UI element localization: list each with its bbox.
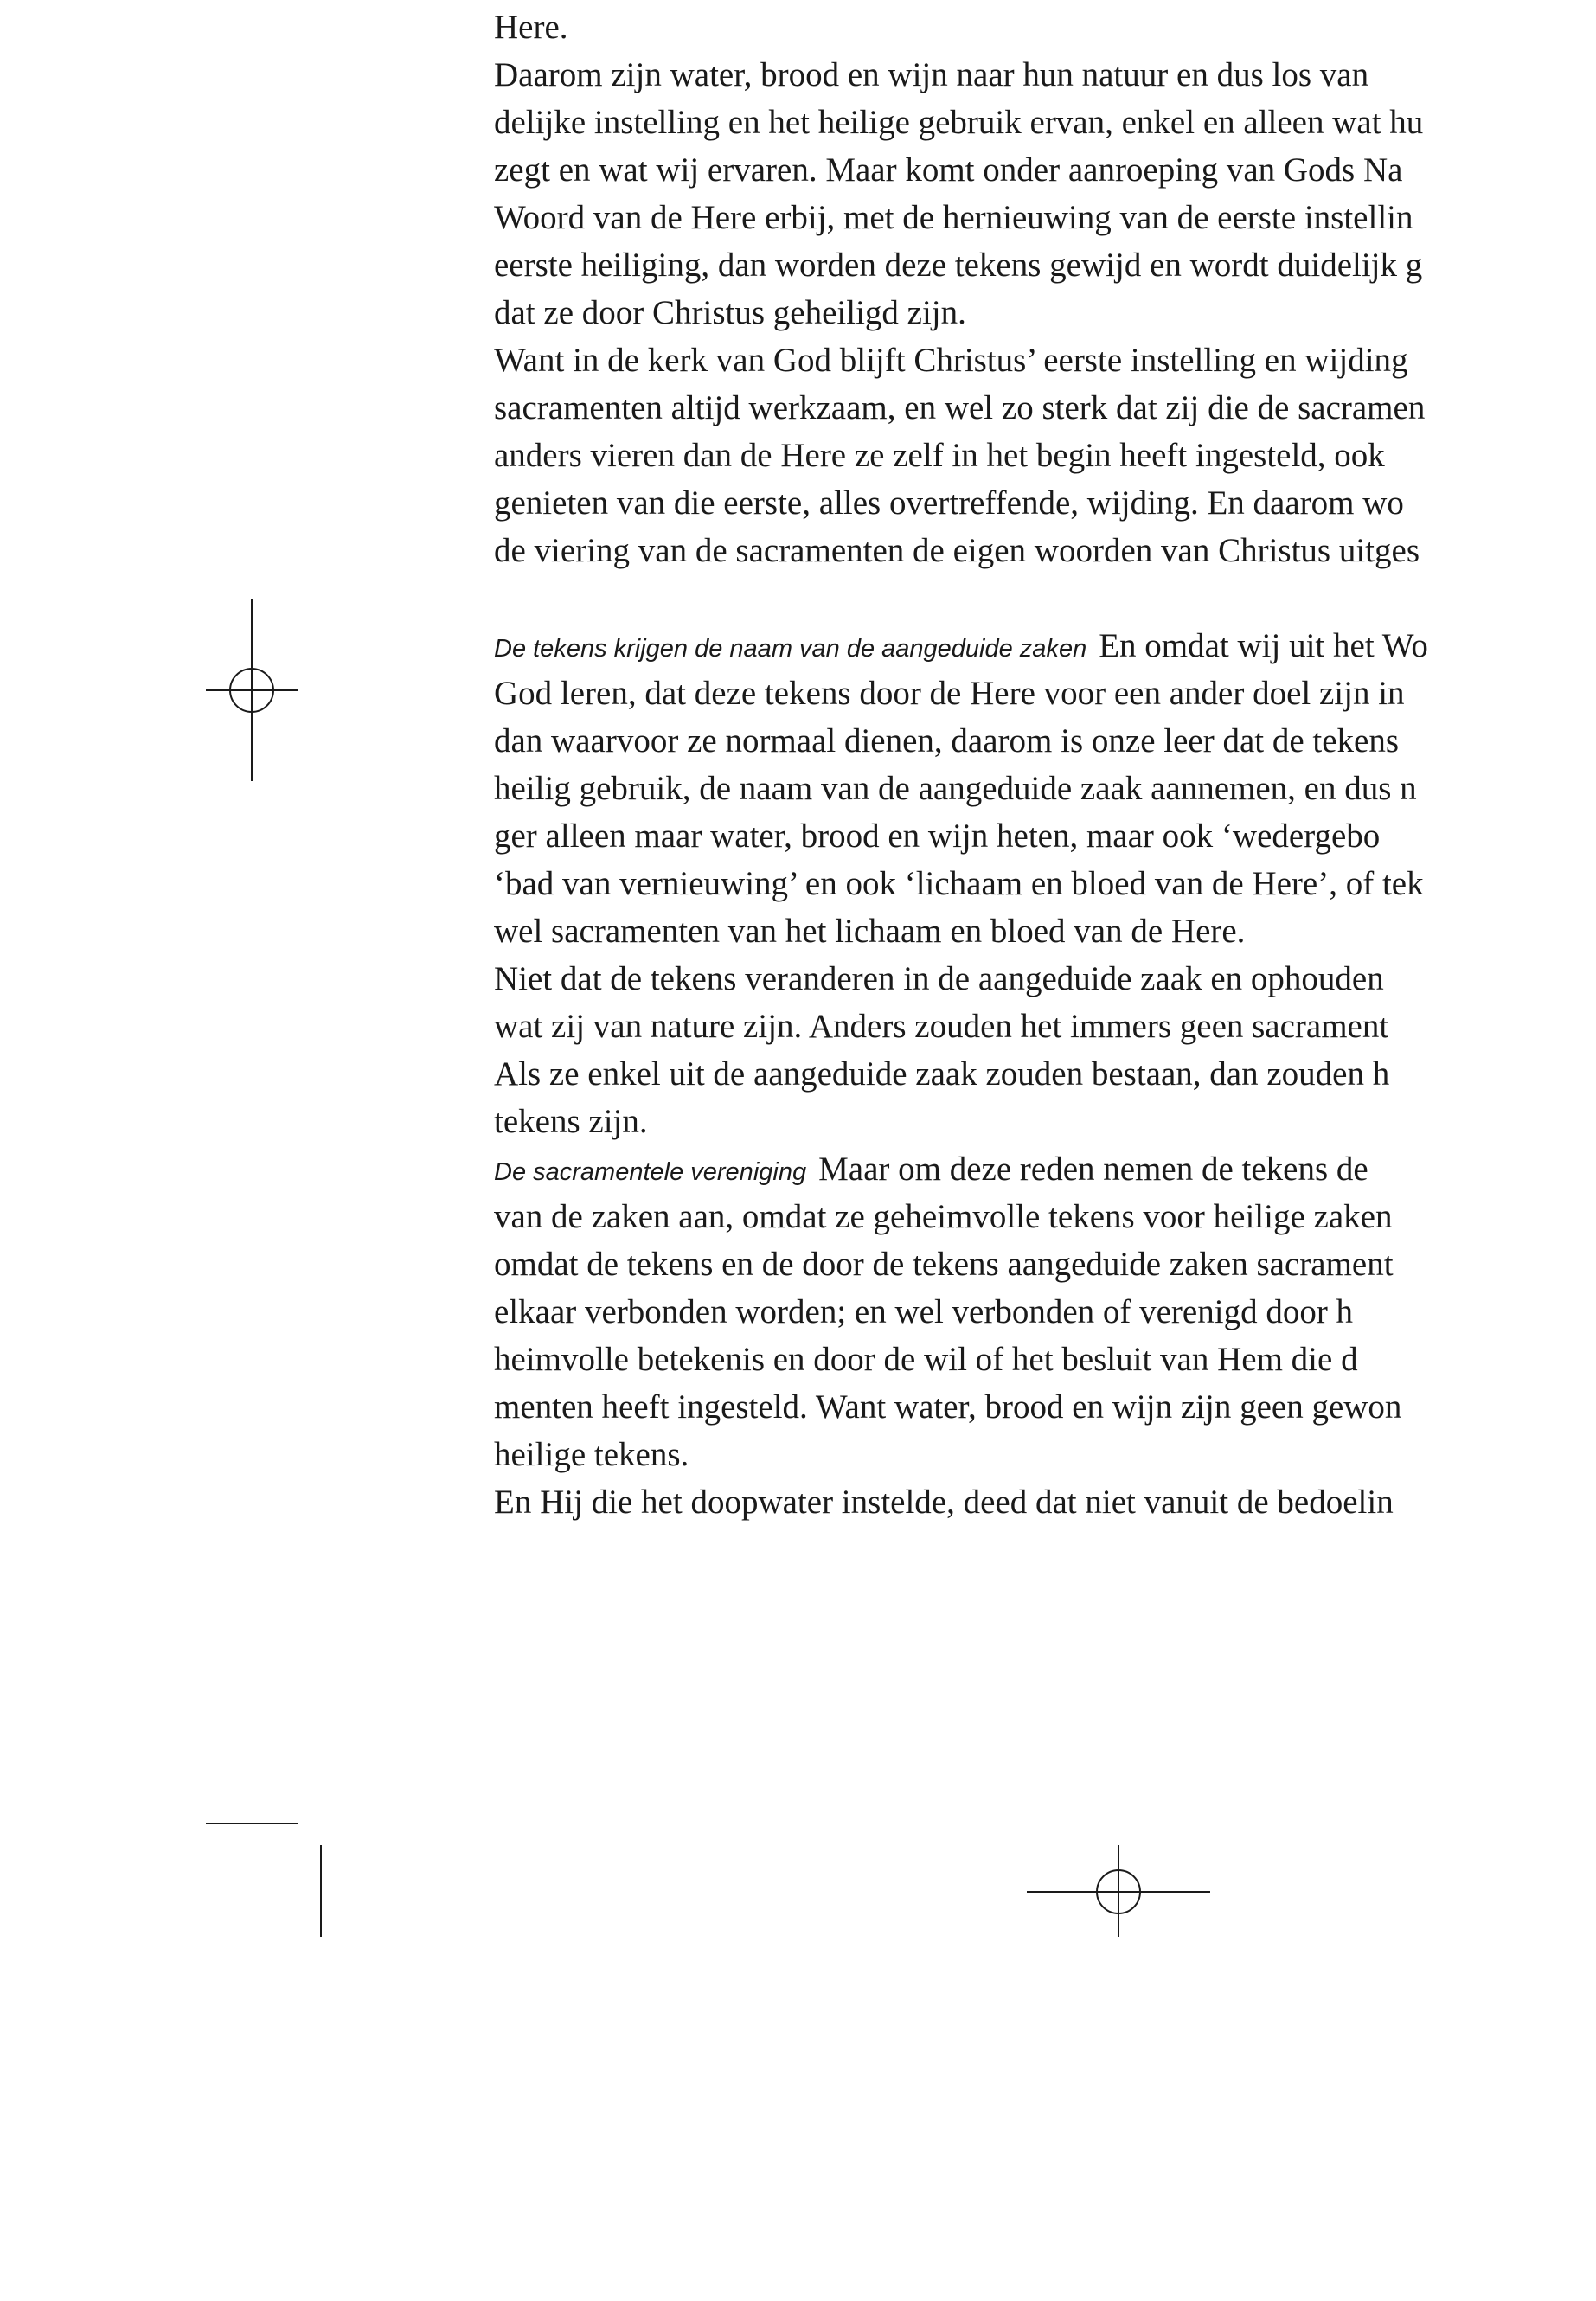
text-line: delijke instelling en het heilige gebruik ervan, enkel en alleen wat hu: [494, 104, 1424, 141]
paragraph-6: [494, 1478, 1596, 1526]
text-line: ‘bad van vernieuwing’ en ook ‘lichaam en bloed van de Here’, of tek: [494, 865, 1424, 902]
text-line: elkaar verbonden worden; en wel verbonden of verenigd door h: [494, 1293, 1354, 1330]
text-line: Niet dat de tekens veranderen in de aangeduide zaak en ophouden: [494, 960, 1384, 997]
text-line: Want in de kerk van God blijft Christus’ eerste instelling en wijding: [494, 342, 1408, 379]
mark-vertical-line: [320, 1845, 322, 1937]
section-sacramentele-vereniging: [494, 1145, 1596, 1478]
text-line: wat zij van nature zijn. Anders zouden het immers geen sacrament: [494, 1008, 1389, 1045]
text-line: menten heeft ingesteld. Want water, brood en wijn zijn geen gewon: [494, 1388, 1402, 1426]
marginal-heading: De tekens krijgen de naam van de aangeduide zaken: [494, 635, 1087, 663]
text-line: tekens zijn.: [494, 1103, 648, 1140]
text-line: eerste heiliging, dan worden deze tekens gewijd en wordt duidelijk g: [494, 247, 1423, 284]
text-line: sacramenten altijd werkzaam, en wel zo sterk dat zij die de sacramen: [494, 389, 1426, 426]
mark-circle: [229, 668, 274, 713]
text-line: Als ze enkel uit de aangeduide zaak zouden bestaan, dan zouden h: [494, 1055, 1390, 1093]
mark-horizontal-line: [206, 1823, 298, 1824]
text-line: genieten van die eerste, alles overtreffende, wijding. En daarom wo: [494, 484, 1404, 522]
text-line: wel sacramenten van het lichaam en bloed van de Here.: [494, 913, 1246, 950]
section-gap: [494, 574, 1596, 622]
mark-circle: [1096, 1869, 1141, 1914]
paragraph-4: [494, 955, 1596, 1145]
text-span: En omdat wij uit het Wo: [1099, 627, 1428, 664]
text-line: zegt en wat wij ervaren. Maar komt onder aanroeping van Gods Na: [494, 151, 1403, 189]
text-line: omdat de tekens en de door de tekens aangeduide zaken sacrament: [494, 1246, 1394, 1283]
marginal-heading: De sacramentele vereniging: [494, 1158, 807, 1186]
text-line: heilige tekens.: [494, 1436, 689, 1473]
body-text: [494, 3, 1596, 1526]
text-line: dat ze door Christus geheiligd zijn.: [494, 294, 966, 331]
text-line: dan waarvoor ze normaal dienen, daarom is onze leer dat de tekens: [494, 722, 1400, 760]
text-line: God leren, dat deze tekens door de Here voor een ander doel zijn in: [494, 675, 1405, 712]
text-line: Daarom zijn water, brood en wijn naar hun natuur en dus los van: [494, 56, 1369, 93]
text-line: En Hij die het doopwater instelde, deed dat niet vanuit de bedoelin: [494, 1484, 1394, 1521]
paragraph-2: [494, 336, 1596, 574]
text-line: Here.: [494, 9, 568, 46]
text-line: heimvolle betekenis en door de wil of het besluit van Hem die d: [494, 1341, 1358, 1378]
text-line: anders vieren dan de Here ze zelf in het begin heeft ingesteld, ook: [494, 437, 1385, 474]
section-tekens-naam: [494, 622, 1596, 955]
text-line: ger alleen maar water, brood en wijn heten, maar ook ‘wedergebo: [494, 817, 1381, 855]
text-span: Maar om deze reden nemen de tekens de: [818, 1150, 1368, 1188]
paragraph-1: [494, 3, 1596, 336]
text-line: de viering van de sacramenten de eigen woorden van Christus uitges: [494, 532, 1420, 569]
text-line: van de zaken aan, omdat ze geheimvolle tekens voor heilige zaken: [494, 1198, 1393, 1235]
text-line: Woord van de Here erbij, met de hernieuwing van de eerste instellin: [494, 199, 1413, 236]
text-line: [494, 622, 1596, 670]
text-line: heilig gebruik, de naam van de aangeduide zaak aannemen, en dus n: [494, 770, 1417, 807]
text-line: [494, 1145, 1596, 1193]
